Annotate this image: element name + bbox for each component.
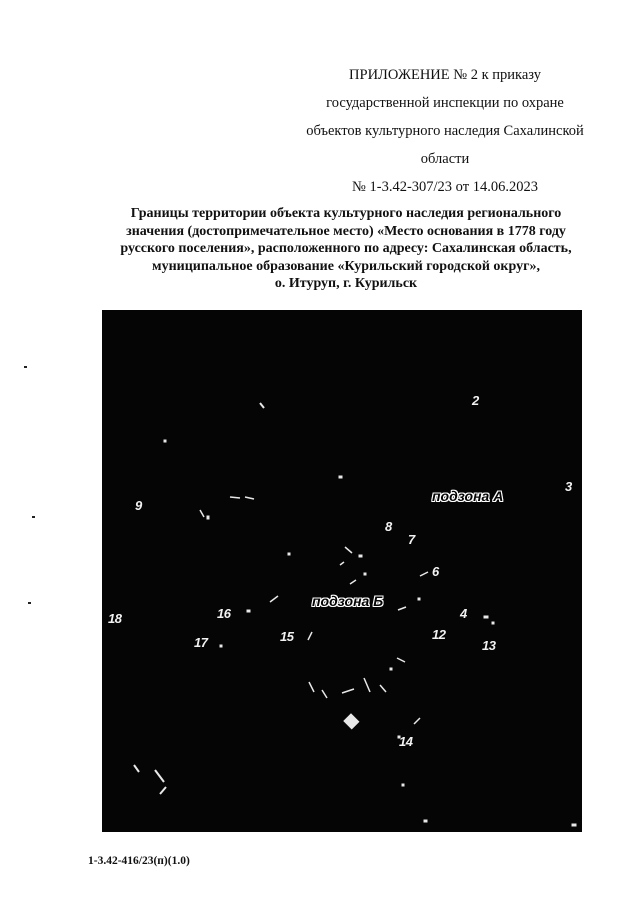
map-speck <box>492 622 494 624</box>
map-speck <box>398 607 406 610</box>
map-speck <box>155 770 164 782</box>
map-speck <box>207 516 209 519</box>
map-speck <box>350 580 356 584</box>
point-label-8: 8 <box>385 519 392 534</box>
map-speck <box>230 497 240 498</box>
map-speck <box>308 632 312 640</box>
map-speck <box>245 497 254 499</box>
map-speck <box>288 553 290 555</box>
document-title <box>90 205 602 293</box>
point-label-3: 3 <box>565 479 572 494</box>
map-marks <box>102 310 582 832</box>
map-speck <box>322 690 327 698</box>
map-speck <box>359 555 362 557</box>
map-speck <box>160 787 166 794</box>
point-label-4: 4 <box>460 606 467 621</box>
point-label-2: 2 <box>472 393 479 408</box>
map-speck <box>484 616 488 618</box>
map-speck <box>260 403 264 408</box>
map-speck <box>390 668 392 670</box>
map-speck <box>340 562 344 565</box>
point-label-13: 13 <box>482 638 496 653</box>
map-speck <box>397 658 405 662</box>
map-speck <box>134 765 139 772</box>
map-speck <box>418 598 420 600</box>
zone-a-label: подзона А <box>432 488 504 504</box>
document-code: 1-3.42-416/23(п)(1.0) <box>88 855 190 867</box>
document-header <box>280 61 610 201</box>
point-label-17: 17 <box>194 635 208 650</box>
point-label-18: 18 <box>108 611 122 626</box>
map-speck <box>200 510 204 517</box>
boundary-map <box>102 310 582 832</box>
map-speck <box>339 476 342 478</box>
header-line-2: государственной инспекции по охране <box>326 95 564 111</box>
map-speck <box>420 572 428 576</box>
point-label-14: 14 <box>399 734 413 749</box>
title-line-3: русского поселения», расположенного по адресу: Сахалинская область, <box>120 241 572 256</box>
map-speck <box>424 820 427 822</box>
title-line-2: значения (достопримечательное место) «Место основания в 1778 году <box>126 223 566 239</box>
map-speck <box>364 573 366 575</box>
map-speck <box>572 824 576 826</box>
map-speck <box>220 645 222 647</box>
map-speck <box>345 547 352 553</box>
map-speck <box>380 685 386 692</box>
scan-speck <box>28 602 31 604</box>
header-line-4: области <box>420 151 470 167</box>
point-label-6: 6 <box>432 564 439 579</box>
title-line-1: Границы территории объекта культурного наследия регионального <box>130 206 562 221</box>
map-speck <box>364 678 370 692</box>
title-line-4: муниципальное образование «Курильский городской округ», <box>152 258 540 274</box>
map-speck <box>247 610 250 612</box>
map-speck <box>414 718 420 724</box>
header-line-1: ПРИЛОЖЕНИЕ № 2 к приказу <box>349 67 541 83</box>
scan-speck <box>24 366 27 368</box>
map-speck <box>342 689 354 693</box>
zone-b-label: подзона Б <box>312 593 384 609</box>
header-line-3: объектов культурного наследия Сахалинской <box>306 123 584 139</box>
map-speck <box>164 440 166 442</box>
scan-speck <box>32 516 35 518</box>
point-label-16: 16 <box>217 606 231 621</box>
map-speck <box>402 784 404 786</box>
point-label-9: 9 <box>135 498 142 513</box>
point-label-7: 7 <box>408 532 415 547</box>
point-label-15: 15 <box>280 629 294 644</box>
map-speck <box>270 596 278 602</box>
header-line-5: № 1-3.42-307/23 от 14.06.2023 <box>352 179 538 195</box>
map-marker <box>344 714 359 729</box>
map-speck <box>309 682 314 692</box>
point-label-12: 12 <box>432 627 446 642</box>
title-line-5: о. Итуруп, г. Курильск <box>274 276 418 291</box>
